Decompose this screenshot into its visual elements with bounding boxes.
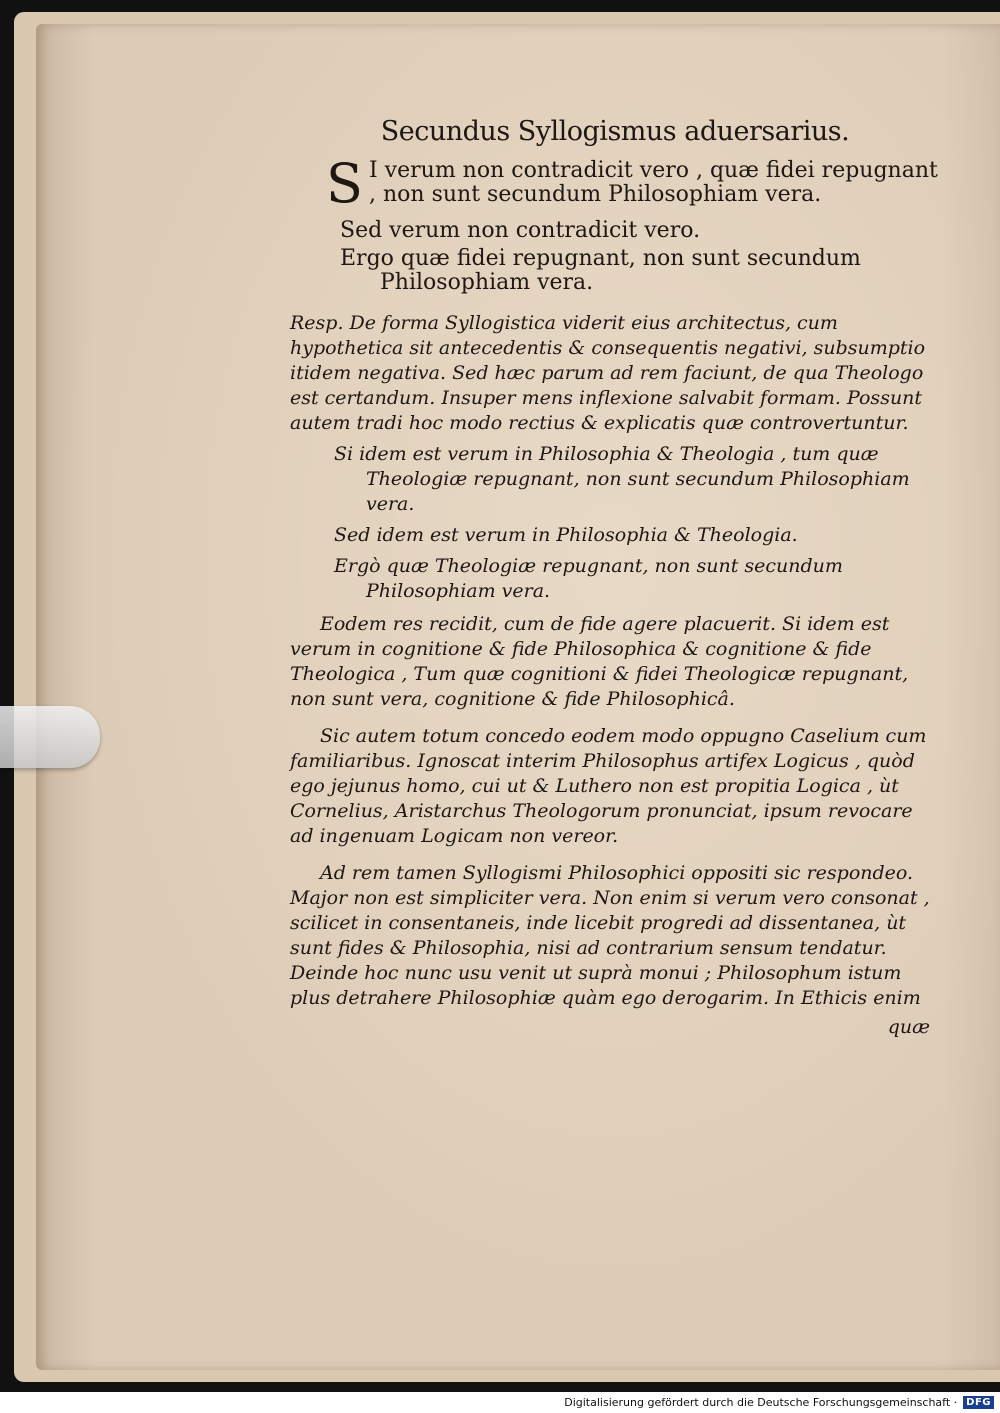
page-text [290, 118, 940, 1040]
paragraph-sic-autem: Sic autem totum concedo eodem modo oppugno Caselium cum familiaribus. Ignoscat interim Philosophus artifex Logicus , quòd ego jejunus homo, cui ut & Luthero non est propitia Logica , ùt Cornelius, Aristarchus Theologorum pronunciat, ipsum revocare ad ingenuam Logicam non vereor. [290, 725, 927, 847]
major-premise: I verum non contradicit vero , quæ fidei repugnant , non sunt secundum Philosophiam vera. [369, 158, 938, 207]
response-block [290, 311, 940, 1040]
drop-capital: S [326, 152, 363, 215]
conclusion: Ergo quæ fidei repugnant, non sunt secundum Philosophiam vera. [340, 246, 861, 295]
footer-bar [0, 1392, 1000, 1413]
syllogism-block [290, 152, 940, 295]
reformulated-minor: Sed idem est verum in Philosophia & Theologia. [334, 524, 798, 546]
reformulated-major: Si idem est verum in Philosophia & Theologia , tum quæ Theologiæ repugnant, non sunt secundum Philosophiam vera. [334, 443, 910, 515]
footer-credit: Digitalisierung gefördert durch die Deutsche Forschungsgemeinschaft · [564, 1396, 958, 1409]
response-paragraph: Resp. De forma Syllogistica viderit eius architectus, cum hypothetica sit antecedentis & consequentis negativi, subsumptio itidem negativa. Sed hæc parum ad rem faciunt, de qua Theologo est certandum. Insuper mens inflexione salvabit formam. Possunt autem tradi hoc modo rectius & explicatis quæ controvertuntur. [290, 312, 926, 434]
page-clip [0, 706, 100, 768]
paragraph-ad-rem: Ad rem tamen Syllogismi Philosophici oppositi sic respondeo. Major non est simpliciter vera. Non enim si verum vero consonat , scilicet in consentaneis, inde licebit progredi ad dissentanea, ùt sunt fides & Philosophia, nisi ad contrarium sensum tendatur. Deinde hoc nunc usu venit ut suprà monui ; Philosophum istum plus detrahere Philosophiæ quàm ego derogarim. In Ethicis enim [290, 862, 930, 1009]
paragraph-eodem: Eodem res recidit, cum de fide agere placuerit. Si idem est verum in cognitione & fide Philosophica & cognitione & fide Theologica , Tum quæ cognitioni & fidei Theologicæ repugnant, non sunt vera, cognitione & fide Philosophicâ. [290, 613, 909, 710]
catchword: quæ [887, 1016, 930, 1038]
page-heading: Secundus Syllogismus aduersarius. [380, 116, 850, 147]
dfg-logo: DFG [963, 1396, 994, 1409]
minor-premise: Sed verum non contradicit vero. [340, 218, 701, 243]
reformulated-conclusion: Ergò quæ Theologiæ repugnant, non sunt secundum Philosophiam vera. [334, 555, 843, 602]
